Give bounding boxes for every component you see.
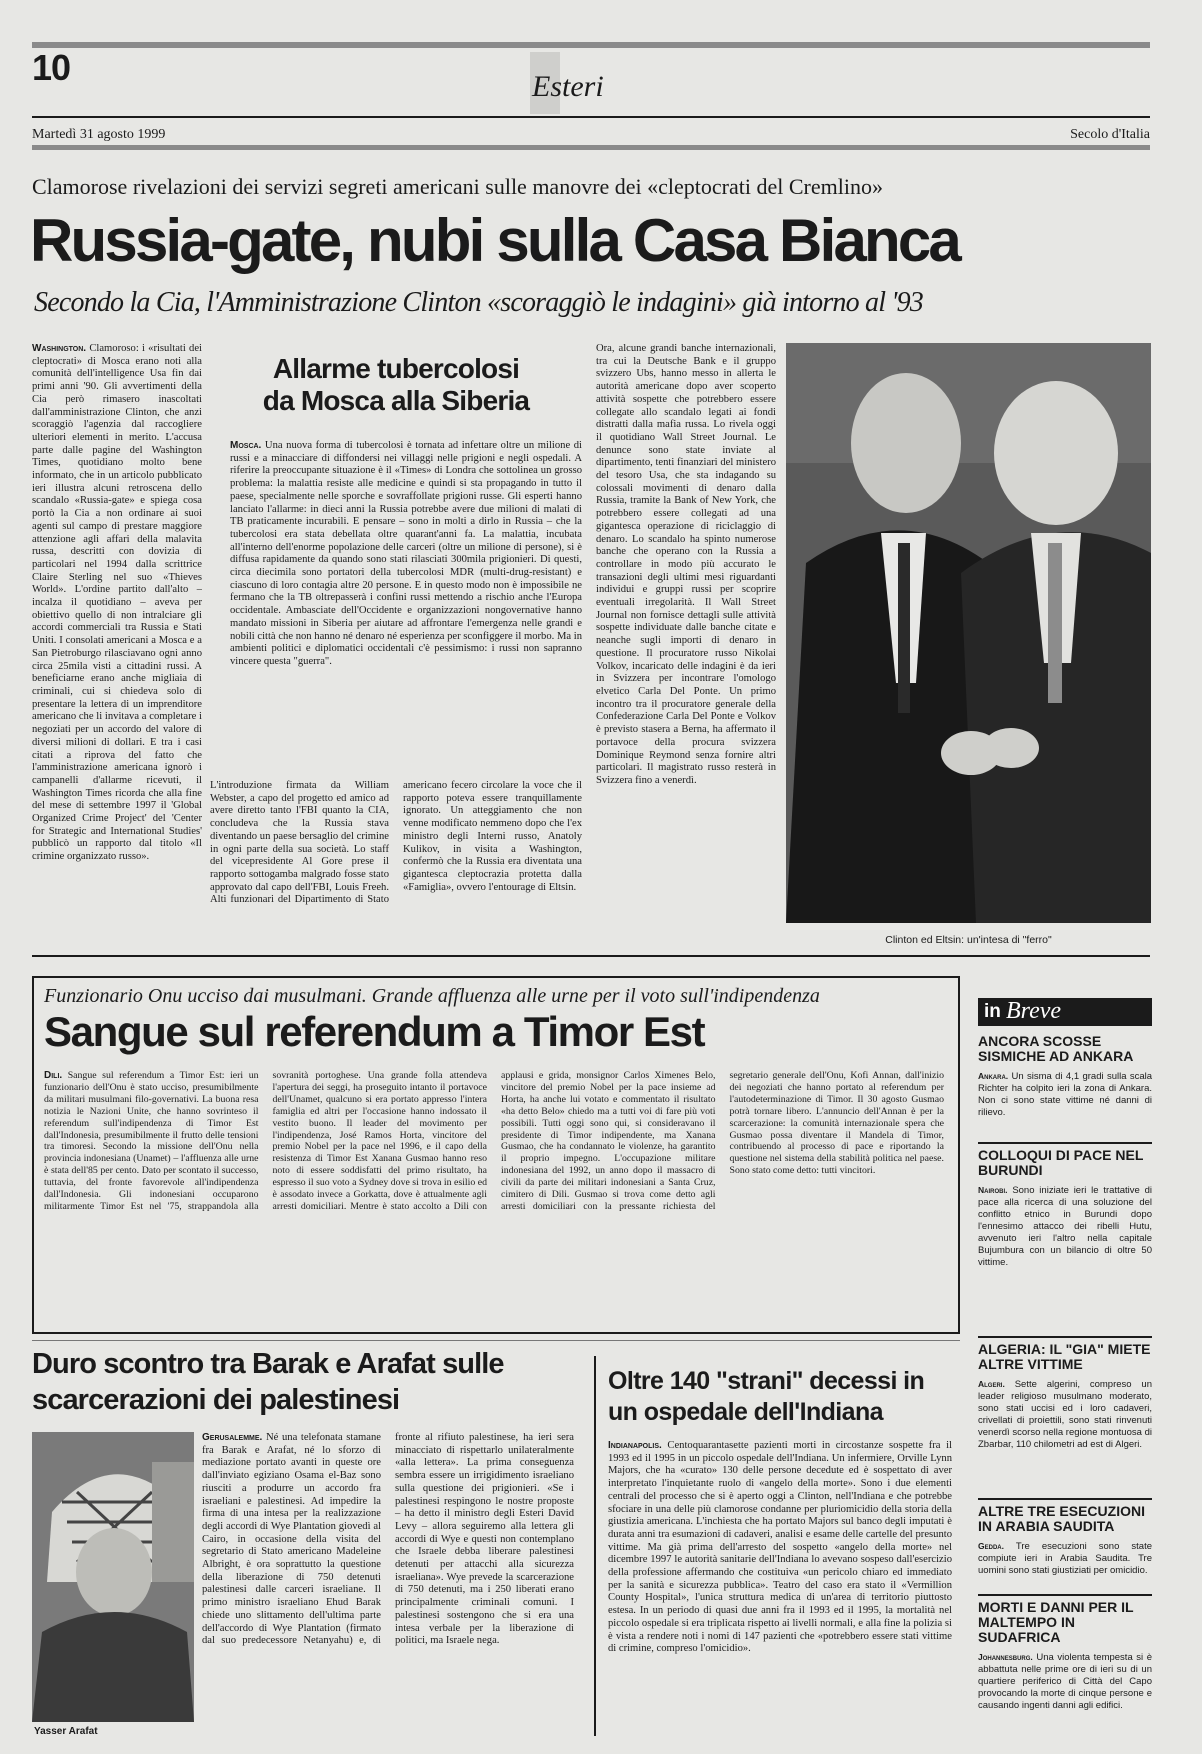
section-title-text: Esteri [532, 70, 604, 103]
brevi-item-5-heading: MORTI E DANNI PER IL MALTEMPO IN SUDAFRICA [978, 1599, 1134, 1645]
indiana-headline: Oltre 140 "strani" decessi in un ospedale dell'Indiana [608, 1367, 925, 1426]
brevi-item-2-dateline: Nairobi. [978, 1185, 1008, 1195]
barak-body-text: Né una telefonata stamane fra Barak e Arafat, né lo sforzo di mediazione portato avanti in queste ore dall'inviato egiziano Osama el-Baz sono riusciti a produrre un accordo fra israeliani e palestinesi. Ad impedire la firma di una intesa per la realizzazione degli accordi di Wye Plantation giovedì al Cairo, in occasione della visita del segretario di Stato americano Madeleine Albright, è ora soprattutto la questione della liberazione di 750 detenuti palestinesi dalle carceri israeliane. Il primo ministro israeliano Ehud Barak chiede uno slittamento dell'ultima parte dell'accordo di Wye Plantation (firmato dal suo predecessore Netanyahu) e, di fronte al rifiuto palestinese, ha ieri sera minacciato di rispettarlo unilateralmente «alla lettera». La prima conseguenza sembra essere un irrigidimento israeliano sulla questione dei prigionieri. «Se i palestinesi respingono le nostre proposte – ha detto il ministro degli Esteri David Levy – allora seguiremo alla lettera gli accordi di Wye e questi non contemplano che Israele debba liberare palestinesi detenuti per attacchi alla sicurezza israeliana». Wye prevede la scarcerazione di 750 detenuti, ma i 250 liberati erano principalmente criminali comuni. I palestinesi sostengono che si era una intesa verbale per la liberazione di politici, ma Israele nega. [202, 1432, 574, 1647]
brevi-item-3-text: Sette algerini, compreso un leader religioso musulmano moderato, sono stati uccisi ed i loro cadaveri, crivellati di proiettili, sono stati rinvenuti venerdì scorso nella regione montuosa di Zbarbar, 110 chilometri ad est di Algeri. [978, 1379, 1152, 1450]
header-rule [32, 116, 1150, 118]
russia-headline: Russia-gate, nubi sulla Casa Bianca [30, 207, 960, 274]
brevi-rule-3 [978, 1498, 1152, 1500]
brevi-rule-1 [978, 1142, 1152, 1144]
tb-body-text: Una nuova forma di tubercolosi è tornata ad infettare oltre un milione di russi e a minacciare di diffondersi nei villaggi nelle prigioni e negli ospedali. A riferire la preoccupante situazione è il «Times» di Londra che sottolinea un grosso problema: la malattia resiste alle medicine e quindi si sta propagando in tutto il paese, specialmente nelle sporche e sovraffollate prigioni russe. Gli esperti hanno lanciato l'allarme: in dieci anni la Russia potrebbe avere due milioni di malati di TB praticamente incurabili. E pensare – sono in molti a dirlo in Russia – che la tubercolosi era stata debellata oltre quarant'anni fa. La malattia, incubata all'interno dell'enorme popolazione delle carceri (oltre un milione di persone), si è diffusa rapidamente da quando sono stati rilasciati 300mila prigionieri. Di questi, circa diecimila sono portatori della tubercolosi MDR (multi-drug-resistant) e ciascuno di loro contagia altre 20 persone. E in questo modo non è impossibile ne fermano che la TB oltrepasserà i confini russi mettendo a rischio anche l'Europa occidentale. Ambasciate dell'Occidente e organizzazioni nongovernative hanno mandato missioni in Siberia per aiutare ad affrontare l'emergenza nelle grandi e nobili città che non hanno né denaro né esperienza per sconfiggere il morbo. Ma in ambienti politici e diplomatici occidentali c'è pessimismo: i russi non sapranno vincere questa "guerra". [230, 440, 582, 667]
clinton-yeltsin-caption: Clinton ed Eltsin: un'intesa di "ferro" [885, 934, 1052, 946]
russia-col3-text: Ora, alcune grandi banche internazionali, tra cui la Deutsche Bank e il gruppo svizzero Ubs, hanno messo in allerta le autorità americane dopo aver scoperto attività sospette che potrebbero essere collegate allo scandalo legati ai fondi distratti dalla mafia russa. Lo rivela oggi il quotidiano Wall Street Journal. Le denunce sono state inviate al dipartimento, tenti finanziari del ministero del tesoro Usa, che sta indagando su colossali movimenti di denaro dalla Russia, tramite la Bank of New York, che potrebbero essere collegati ad una gigantesca operazione di riciclaggio di denaro. Lo scandalo ha spinto numerose banche che operano con la Russia a controllare in modo più accurato le transazioni degli ultimi mesi riguardanti individui e gruppi russi per scoprire eventuali irregolarità. Il Wall Street Journal non fornisce dettagli sulle attività sospette individuate dalle banche citate e neanche sugli importi di denaro in questione. Il procuratore russo Nikolai Volkov, incaricato delle indagini è da ieri in Svizzera per incontrare l'omologo elvetico Carla Del Ponte. Un primo incontro tra il procuratore generale della Confederazione Carla Del Ponte e Volkov è previsto stasera a Berna, ha affermato il portavoce della procura svizzera Dominique Reymond senza fornire altri particolari. Il magistrato russo resterà in Svizzera fino a venerdì. [596, 343, 776, 786]
clinton-yeltsin-photo [786, 343, 1151, 923]
timor-body [44, 1070, 944, 1320]
brevi-item-2-heading: COLLOQUI DI PACE NEL BURUNDI [978, 1147, 1144, 1178]
barak-headline: Duro scontro tra Barak e Arafat sulle scarcerazioni dei palestinesi [32, 1348, 504, 1416]
timor-body-text: Sangue sul referendum a Timor Est: ieri un funzionario dell'Onu è stato ucciso, presumibilmente da militari musulmani filo-governativi. La buona resa notizia le Nazioni Unite, che hanno sovrinteso il referendum sull'indipendenza di Timor Est dall'Indonesia, presumibilmente il frutto delle tensioni tra timoresi. Secondo la missione dell'Onu nella provincia indonesiana (Unamet) – l'affluenza alle urne è stata dell'85 per cento. Dato per scontato il successo, tuttavia, del fronte favorevole all'indipendenza dall'Indonesia. Gli indonesiani occuparono militarmente Timor Est nel '75, strappandola alla sovranità portoghese. Una grande folla attendeva l'apertura dei seggi, ha proseguito intanto il portavoce dell'Unamet, qualcuno si era portato appresso l'intera famiglia ed altri per l'occasione hanno indossato il vestito buono. Il leader del movimento per l'indipendenza, José Ramos Horta, vincitore del premio Nobel per la pace nel 1996, e il capo della resistenza di Timor Est Xanana Gusmao hanno reso noto di essere soddisfatti del primo risultato, ha espresso il suo voto a Sydney dove si trova in esilio ed è assodato invece a Gorkatta, dove è attualmente agli arresti domiciliari. Mentre è stato accolto a Dili con applausi e grida, monsignor Carlos Ximenes Belo, vincitore del premio Nobel per la pace insieme ad Horta, ha anche lui votato e commentato il risultato «ha detto Belo» chiedo ma a tutti voi di fare più voti possibili. Tutti oggi sono qui, si consideravano il presidente di Timor indipendente, ma Xanana Gusmao, che ha condannato le violenze, ha garantito il proprio impegno. L'occupazione militare indonesiana del 1992, un anno dopo il massacro di civili da parte dei militari indonesiani a Santa Cruz, cimitero di Dili. Gusmao si trova come detto agli arresti domiciliari con la pressante richiesta del segretario generale dell'Onu, Kofi Annan, dall'inizio dei negoziati che hanno portato al referendum per l'autodeterminazione di Timor. Il 30 agosto Gusmao potrà tornare libero. L'annuncio dell'Annan è per la scarcerazione: la comunità internazionale spera che Gusmao possa diventare il Mandela di Timor, contribuendo al processo di pace e riportando la questione nel sistema della stabilità politica nel paese. Sono stato come detto: tutti vincitori. [44, 1070, 944, 1212]
tb-headline-1: Allarme tubercolosi [272, 353, 520, 384]
issue-date: Martedì 31 agosto 1999 [32, 127, 166, 142]
brevi-rule-2 [978, 1336, 1152, 1338]
brevi-item-5-body [978, 1651, 1152, 1712]
brevi-column [978, 976, 1152, 1746]
russia-bottom-rule [32, 955, 1150, 957]
brevi-item-4-body [978, 1540, 1152, 1577]
brevi-item-2-body [978, 1184, 1152, 1269]
brevi-item-3-body [978, 1378, 1152, 1451]
arafat-photo [32, 1432, 194, 1722]
clinton-yeltsin-photo-art [786, 343, 1151, 923]
timor-box [32, 976, 960, 1334]
russia-column-1 [32, 343, 202, 939]
barak-body [202, 1432, 574, 1736]
section-title [530, 52, 690, 116]
tb-box [210, 345, 582, 775]
indiana-body [608, 1440, 952, 1736]
brevi-item-4-heading: ALTRE TRE ESECUZIONI IN ARABIA SAUDITA [978, 1503, 1145, 1534]
russia-column-3 [596, 343, 776, 939]
indiana-dateline: Indianapolis. [608, 1440, 662, 1451]
timor-headline: Sangue sul referendum a Timor Est [44, 1008, 705, 1055]
brevi-item-1-body [978, 1070, 1152, 1119]
brevi-title-word: Breve [1006, 998, 1062, 1024]
brevi-rule-4 [978, 1594, 1152, 1596]
tb-headline-2: da Mosca alla Siberia [262, 385, 530, 416]
indiana-box [594, 1356, 962, 1738]
brevi-item-3 [978, 1342, 1152, 1451]
brevi-item-5 [978, 1600, 1152, 1712]
brevi-item-1-heading: ANCORA SCOSSE SISMICHE AD ANKARA [978, 1033, 1134, 1064]
indiana-body-text: Centoquarantasette pazienti morti in circostanze sospette fra il 1993 ed il 1995 in un piccolo ospedale dell'Indiana. Un infermiere, Orville Lynn Majors, che ha «curato» 130 delle persone decedute ed è sospettato di aver interpretato l'inquietante ruolo di «angelo della morte». Sono i due elementi centrali del processo che si è aperto oggi a Clinton, nell'Indiana e che potrebbe sfociare in una delle più clamorose condanne per pluriomicidio della storia della giustizia americana. L'inchiesta che ha portato Majors sul banco degli imputati è durata anni tra esumazioni di cadaveri, analisi e esame delle cartelle del presunto vittime. Ma già prima dell'arresto del sospetto «angelo della morte» nel dicembre 1997 le autorità sanitarie dell'Indiana lo avevano sospeso dall'esercizio della professione affermando che costituiva «un pericolo chiaro ed immediato per la sanità e sicurezza pubblica». Teatro del caso era stato il «Vermillion County Hospital», l'unica struttura medica di un'area di territorio piuttosto estesa. In un periodo di quasi due anni fra il 1993 ed il 1995, la mortalità nel piccolo ospedale si era triplicata rispetto ai livelli normali, e alla fine la polizia si è vista a rendere noti i nomi di 147 pazienti che «potrebbero essere stati vittime di crimine, compreso l'omicidio». [608, 1440, 952, 1655]
top-rule [32, 42, 1150, 48]
brevi-item-2-text: Sono iniziate ieri le trattative di pace alla ricerca di una soluzione del conflitto etnico in Burundi dopo l'ennesimo attacco dei ribelli Hutu, avvenuto ieri l'altro nella capitale Bujumbura con un bilancio di oltre 50 vittime. [978, 1185, 1153, 1268]
page-number: 10 [32, 47, 71, 88]
arafat-caption: Yasser Arafat [34, 1726, 98, 1737]
timor-kicker: Funzionario Onu ucciso dai musulmani. Grande affluenza alle urne per il voto sull'indipendenza [44, 985, 820, 1007]
brevi-item-4 [978, 1504, 1152, 1577]
brevi-item-2 [978, 1148, 1152, 1269]
brevi-item-5-text: Una violenta tempesta si è abbattuta nelle prime ore di ieri su di un quartiere periferico di Città del Capo provocando la morte di cinque persone e causando ingenti danni agli edifici. [978, 1652, 1153, 1711]
publication-name: Secolo d'Italia [1070, 127, 1150, 142]
brevi-item-3-dateline: Algeri. [978, 1379, 1005, 1389]
tb-dateline: Mosca. [230, 440, 262, 451]
brevi-item-4-text: Tre esecuzioni sono state compiute ieri in Arabia Saudita. Tre uomini sono stati giustiziati per omicidio. [978, 1541, 1153, 1576]
arafat-photo-art [32, 1432, 194, 1722]
timor-bottom-rule [32, 1340, 960, 1341]
brevi-title [978, 998, 1152, 1026]
brevi-title-prefix: in [984, 1001, 1001, 1022]
timor-dateline: Dili. [44, 1070, 63, 1081]
indiana-box-rule-left [594, 1356, 596, 1736]
russia-dateline: Washington. [32, 343, 87, 354]
brevi-item-5-dateline: Johannesburg. [978, 1652, 1033, 1662]
tb-body [230, 440, 582, 750]
brevi-item-1 [978, 1034, 1152, 1119]
brevi-item-3-heading: ALGERIA: IL "GIA" MIETE ALTRE VITTIME [978, 1341, 1151, 1372]
brevi-item-1-dateline: Ankara. [978, 1071, 1009, 1081]
barak-dateline: Gerusalemme. [202, 1432, 263, 1443]
header-rule-bottom [32, 145, 1150, 150]
brevi-item-4-dateline: Gedda. [978, 1541, 1004, 1551]
russia-column-2 [210, 780, 582, 940]
russia-subhead: Secondo la Cia, l'Amministrazione Clinton «scoraggiò le indagini» già intorno al '93 [34, 287, 923, 318]
russia-col2-text: L'introduzione firmata da William Webster, a capo del progetto ed amico ad avere diretto tanto l'FBI quanto la CIA, concludeva che la Russia stava diventando un paese bersaglio del crimine in ogni parte della sua società. Lo staff del vicepresidente Al Gore prese il rapporto sottogamba malgrado fosse stato approvato dal capo dell'FBI, Louis Freeh. Alti funzionari del Dipartimento di Stato americano fecero circolare la voce che il rapporto poteva essere tranquillamente ignorato. Un atteggiamento che non venne modificato nemmeno dopo che l'ex ministro degli Interni russo, Anatoly Kulikov, in visita a Washington, confermò che la Russia era diventata una gigantesca cleptocrazia protetta dalla «Famiglia», ovvero l'entourage di Eltsin. [210, 780, 582, 906]
russia-kicker: Clamorose rivelazioni dei servizi segreti americani sulle manovre dei «cleptocrati del Cremlino» [32, 174, 883, 199]
russia-col1-text: Clamoroso: i «risultati dei cleptocrati» di Mosca erano noti alla comunità dell'intelligence Usa fin dai primi anni '90. Gli avvertimenti della Cia però rimasero inascoltati dall'amministrazione Clinton, che anzi scoraggiò l'agenzia dal raccogliere ulteriori elementi in merito. L'accusa parte dalle pagine del Washington Times, quotidiano molto bene informato, che in un articolo pubblicato ieri illustra alcuni retroscena dello scandalo «Russia-gate» e spiega cosa portò la Cia a non ordinare ai suoi agenti sul campo di prestare maggiore attenzione agli affari della malavita russa, descritti con dovizia di particolari nel 1994 dalla scrittrice Claire Sterling nel suo «Thieves World». L'ordine partito dall'alto – incalza il quotidiano – aveva per obiettivo quello di non intralciare gli accordi commerciali tra Russia e Stati Uniti. I consolati americani a Mosca e a San Pietroburgo rilasciavano ogni anno circa 25mila visti a cittadini russi. A beneficiarne erano anche migliaia di criminali, cui si chiedeva solo di presentare la lettera di un imprenditore americano che li invitava a completare i negoziati per un accordo del valore di diversi milioni di dollari. E tra i casi citati a riprova del fatto che l'amministrazione americana ignorò i campanelli d'allarme ricevuti, il Washington Times ricorda che alla fine del mese di settembre 1997 il 'Global Organized Crime Project' del 'Center for Strategic and International Studies' pubblicò un rapporto dal titolo «Il crimine organizzato russo». [32, 343, 202, 863]
brevi-item-1-text: Un sisma di 4,1 gradi sulla scala Richter ha colpito ieri la zona di Ankara. Non ci sono state vittime né danni di rilievo. [978, 1071, 1153, 1118]
